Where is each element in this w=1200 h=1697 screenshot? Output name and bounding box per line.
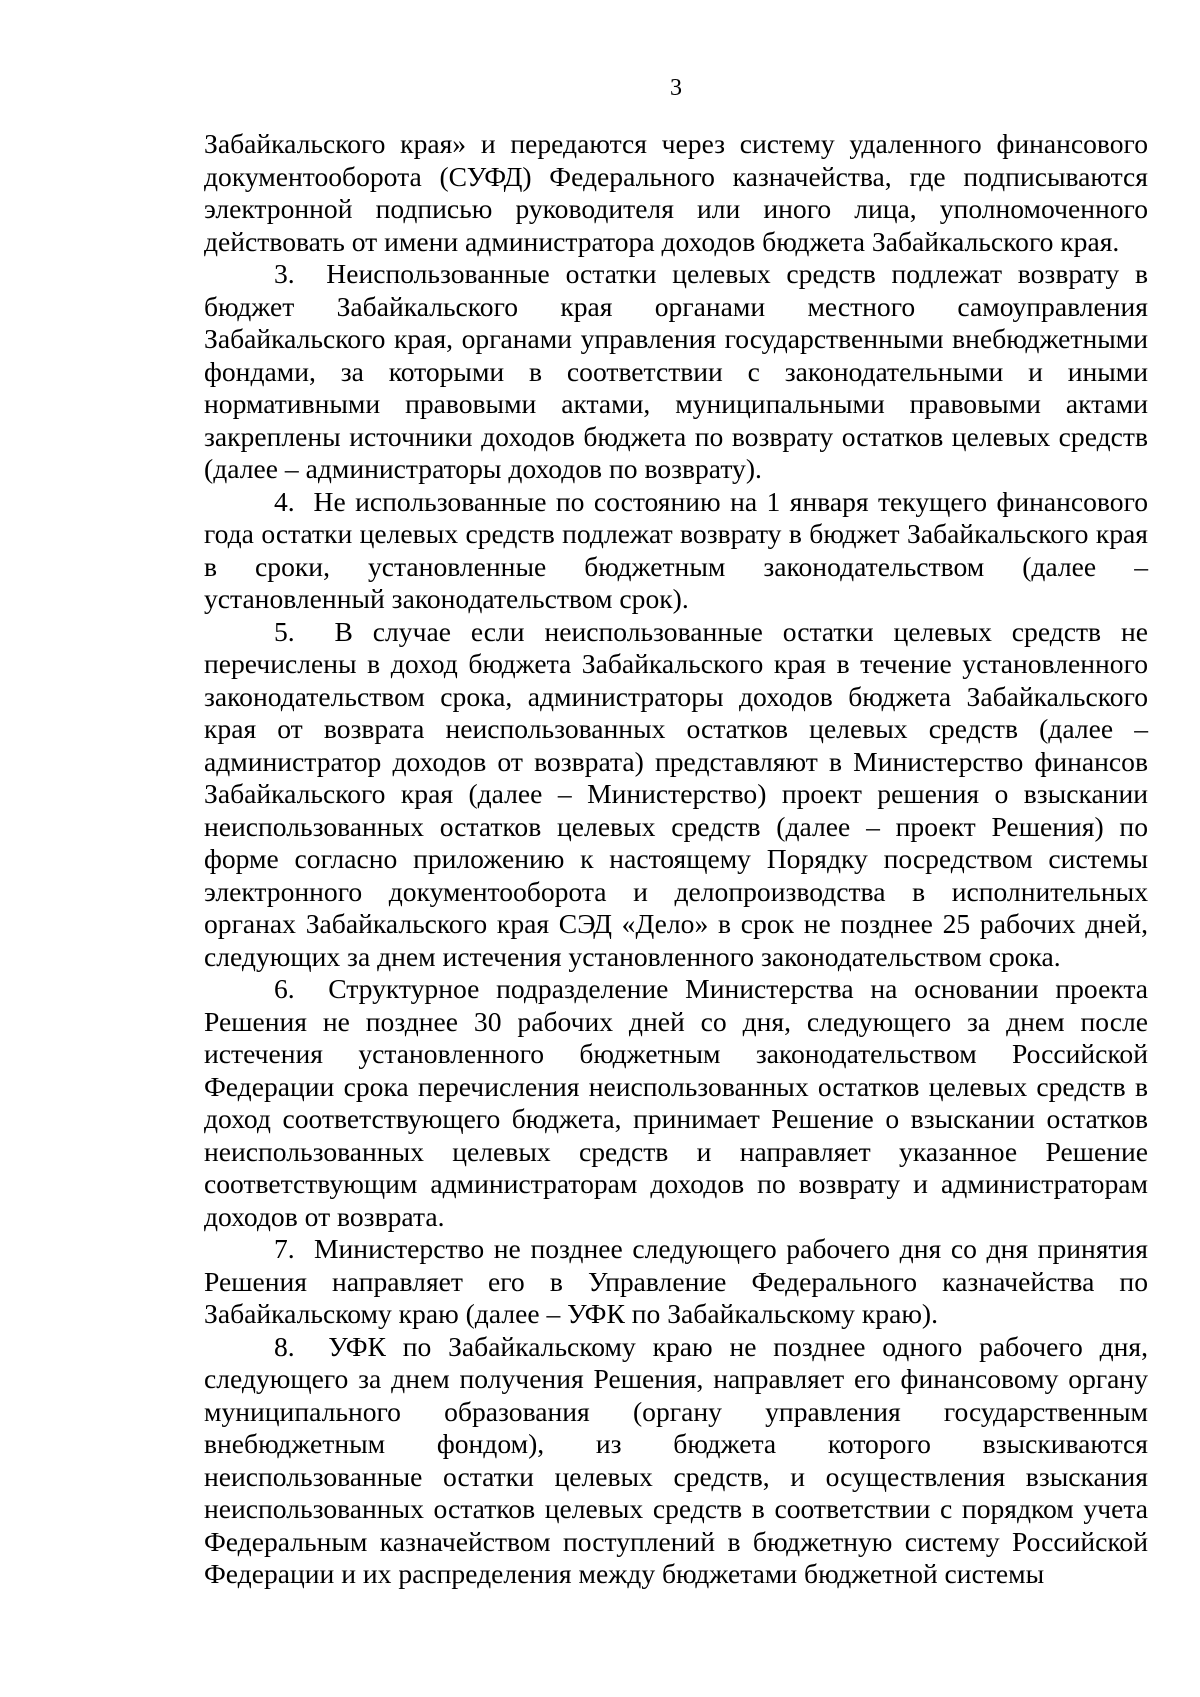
paragraph-item-3: 3. Неиспользованные остатки целевых средств подлежат возврату в бюджет Забайкальского края органами местного самоуправления Забайкальского края, органами управления государственными внебюджетными фондами, за которыми в соответствии с законодательными и иными нормативными правовыми актами, муниципальными правовыми актами закреплены источники доходов бюджета по возврату остатков целевых средств (далее – администраторы доходов по возврату). bbox=[204, 258, 1148, 484]
paragraph-item-6: 6. Структурное подразделение Министерства на основании проекта Решения не позднее 30 рабочих дней со дня, следующего за днем после истечения установленного бюджетным законодательством Российской Федерации срока перечисления неиспользованных остатков целевых средств в доход соответствующего бюджета, принимает Решение о взыскании остатков неиспользованных целевых средств и направляет указанное Решение соответствующим администраторам доходов по возврату и администраторам доходов от возврата. bbox=[204, 973, 1148, 1232]
page-number: 3 bbox=[670, 75, 682, 101]
paragraph-continuation: Забайкальского края» и передаются через систему удаленного финансового документооборота (СУФД) Федерального казначейства, где подписываются электронной подписью руководителя или иного лица, уполномоченного действовать от имени администратора доходов бюджета Забайкальского края. bbox=[204, 128, 1148, 257]
paragraph-item-4: 4. Не использованные по состоянию на 1 января текущего финансового года остатки целевых средств подлежат возврату в бюджет Забайкальского края в сроки, установленные бюджетным законодательством (далее – установленный законодательством срок). bbox=[204, 485, 1148, 614]
paragraph-item-7: 7. Министерство не позднее следующего рабочего дня со дня принятия Решения направляет его в Управление Федерального казначейства по Забайкальскому краю (далее – УФК по Забайкальскому краю). bbox=[204, 1233, 1148, 1329]
paragraph-item-5: 5. В случае если неиспользованные остатки целевых средств не перечислены в доход бюджета Забайкальского края в течение установленного законодательством срока, администраторы доходов бюджета Забайкальского края от возврата неиспользованных остатков целевых средств (далее – администратор доходов от возврата) представляют в Министерство финансов Забайкальского края (далее – Министерство) проект решения о взыскании неиспользованных остатков целевых средств (далее – проект Решения) по форме согласно приложению к настоящему Порядку посредством системы электронного документооборота и делопроизводства в исполнительных органах Забайкальского края СЭД «Дело» в срок не позднее 25 рабочих дней, следующих за днем истечения установленного законодательством срока. bbox=[204, 615, 1148, 972]
paragraph-item-8: 8. УФК по Забайкальскому краю не позднее одного рабочего дня, следующего за днем получения Решения, направляет его финансовому органу муниципального образования (органу управления государственным внебюджетным фондом), из бюджета которого взыскиваются неиспользованные остатки целевых средств, и осуществления взыскания неиспользованных остатков целевых средств в соответствии с порядком учета Федеральным казначейством поступлений в бюджетную систему Российской Федерации и их распределения между бюджетами бюджетной системы bbox=[204, 1330, 1148, 1589]
document-body bbox=[204, 128, 1148, 1591]
